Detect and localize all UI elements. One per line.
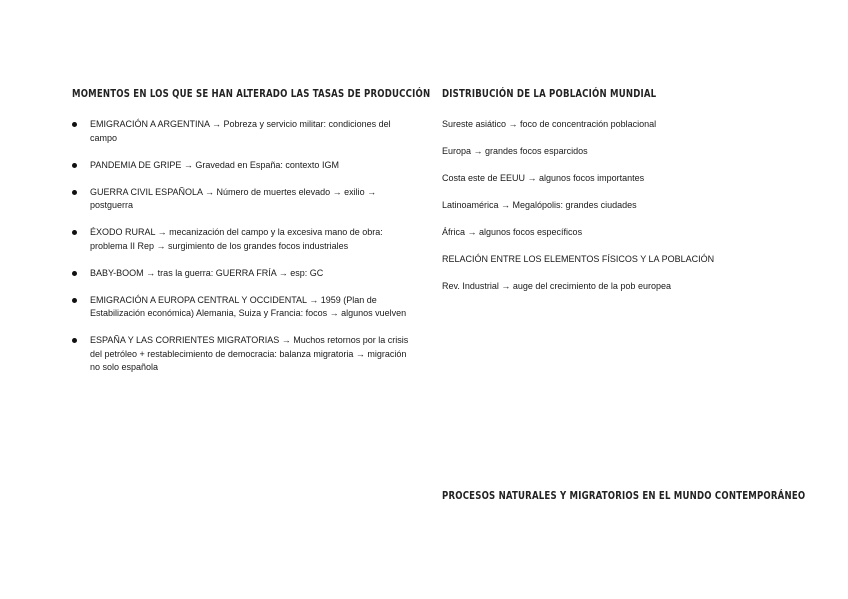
bullet-icon [72,298,77,303]
list-item-text: ESPAÑA Y LAS CORRIENTES MIGRATORIAS → Muchos retornos por la crisis del petróleo + restablecimiento de democracia: balanza migratoria → migración no solo española [90,335,409,372]
note-line: RELACIÓN ENTRE LOS ELEMENTOS FÍSICOS Y LA POBLACIÓN [442,254,715,264]
list-item-text: EMIGRACIÓN A ARGENTINA → Pobreza y servicio militar: condiciones del campo [90,119,391,143]
bullet-icon [72,190,77,195]
note-line: Costa este de EEUU → algunos focos importantes [442,173,645,183]
list-item-text: EMIGRACIÓN A EUROPA CENTRAL Y OCCIDENTAL → 1959 (Plan de Estabilización económica) Alemania, Suiza y Francia: focos → algunos vuelven [90,294,407,318]
list-item-text: BABY-BOOM → tras la guerra: GUERRA FRÍA → esp: GC [90,267,324,278]
list-item [72,267,412,281]
bullet-icon [72,338,77,343]
note-line: Sureste asiático → foco de concentración poblacional [442,119,657,129]
section-heading-natural-migratory-processes: PROCESOS NATURALES Y MIGRATORIOS EN EL MUNDO CONTEMPORÁNEO [442,490,806,503]
production-moments-list [72,118,412,388]
section-heading-production-rates: MOMENTOS EN LOS QUE SE HAN ALTERADO LAS TASAS DE PRODUCCIÓN [72,88,431,101]
bullet-icon [72,230,77,235]
list-item-text: GUERRA CIVIL ESPAÑOLA → Número de muertes elevado → exilio → postguerra [90,186,377,210]
note-line: Europa → grandes focos esparcidos [442,146,588,156]
list-item [72,334,412,375]
list-item-text: ÉXODO RURAL → mecanización del campo y la excesiva mano de obra: problema II Rep → surgimiento de los grandes focos industriales [90,227,383,251]
note-line: Latinoamérica → Megalópolis: grandes ciudades [442,200,637,210]
list-item [72,226,412,253]
bullet-icon [72,271,77,276]
population-distribution-notes [442,118,782,307]
bullet-icon [72,163,77,168]
note-line: África → algunos focos específicos [442,227,583,237]
note-line: Rev. Industrial → auge del crecimiento de la pob europea [442,281,671,291]
list-item [72,294,412,321]
list-item [72,186,412,213]
bullet-icon [72,122,77,127]
list-item [72,118,412,145]
section-heading-world-population: DISTRIBUCIÓN DE LA POBLACIÓN MUNDIAL [442,88,657,101]
list-item [72,159,412,173]
list-item-text: PANDEMIA DE GRIPE → Gravedad en España: contexto IGM [90,159,339,170]
